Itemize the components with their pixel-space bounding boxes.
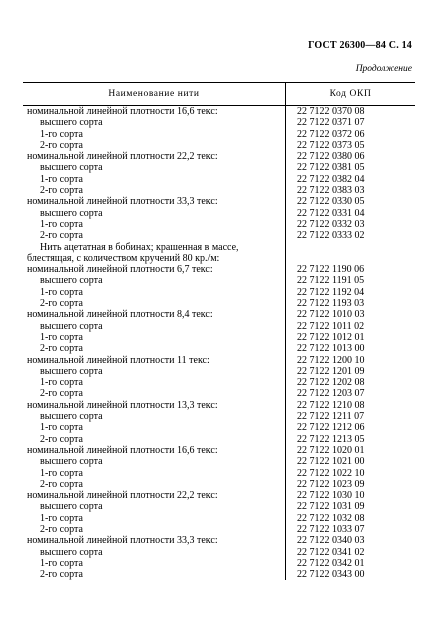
continued-label: Продолжение: [355, 64, 412, 74]
thread-name-cell: номинальной линейной плотности 33,3 текс:: [27, 535, 218, 547]
okp-code-cell: 22 7122 0370 08: [297, 106, 365, 117]
table-row: [23, 366, 415, 377]
table-row: [23, 422, 415, 433]
table-row: [23, 434, 415, 445]
table-row: [23, 535, 415, 546]
okp-code-cell: 22 7122 1031 09: [297, 501, 365, 513]
table-row: [23, 174, 415, 185]
okp-code-cell: 22 7122 1033 07: [297, 523, 365, 535]
okp-code-cell: 22 7122 1020 01: [297, 444, 365, 456]
okp-code-cell: 22 7122 0341 02: [297, 546, 365, 558]
okp-code-cell: 22 7122 1032 08: [297, 512, 365, 524]
thread-name-cell: 2-го сорта: [40, 523, 83, 535]
table-row: [23, 411, 415, 422]
okp-code-cell: 22 7122 0331 04: [297, 207, 365, 219]
thread-name-cell: номинальной линейной плотности 22,2 текс:: [27, 151, 218, 163]
okp-code-cell: 22 7122 0332 03: [297, 218, 365, 230]
okp-code-cell: 22 7122 1201 09: [297, 365, 365, 377]
table-row: [23, 513, 415, 524]
okp-code-cell: 22 7122 0381 05: [297, 162, 365, 174]
table-row: [23, 558, 415, 569]
table-row: [23, 253, 415, 264]
okp-code-cell: 22 7122 1192 04: [297, 286, 365, 298]
okp-code-cell: 22 7122 1012 01: [297, 331, 365, 343]
thread-name-cell: номинальной линейной плотности 6,7 текс:: [27, 264, 213, 276]
table-row: [23, 287, 415, 298]
okp-code-cell: [285, 242, 415, 253]
okp-code-cell: 22 7122 0342 01: [297, 557, 365, 569]
thread-name-cell: 1-го сорта: [40, 331, 83, 343]
okp-code-cell: 22 7122 1210 08: [297, 399, 365, 411]
page-header: ГОСТ 26300—84 С. 14: [308, 40, 412, 51]
table-row: [23, 400, 415, 411]
okp-table: [23, 82, 415, 580]
table-row: [23, 162, 415, 173]
table-row: [23, 230, 415, 241]
thread-name-cell: высшего сорта: [40, 411, 103, 423]
okp-code-cell: 22 7122 1030 10: [297, 490, 365, 502]
thread-name-cell: 1-го сорта: [40, 128, 83, 140]
thread-name-cell: 2-го сорта: [40, 298, 83, 310]
okp-code-cell: 22 7122 1200 10: [297, 354, 365, 366]
okp-code-cell: 22 7122 1193 03: [297, 298, 365, 310]
table-row: [23, 309, 415, 320]
thread-name-cell: высшего сорта: [40, 501, 103, 513]
okp-code-cell: 22 7122 1211 07: [297, 411, 365, 423]
okp-code-cell: 22 7122 1022 10: [297, 467, 365, 479]
thread-name-cell: номинальной линейной плотности 8,4 текс:: [27, 309, 213, 321]
table-row: [23, 355, 415, 366]
table-row: [23, 140, 415, 151]
okp-code-cell: 22 7122 1203 07: [297, 388, 365, 400]
thread-name-cell: высшего сорта: [40, 207, 103, 219]
table-row: [23, 151, 415, 162]
okp-code-cell: 22 7122 1013 00: [297, 343, 365, 355]
thread-name-cell: высшего сорта: [40, 117, 103, 129]
table-row: [23, 264, 415, 275]
column-header-name: Наименование нити: [23, 83, 286, 105]
table-row: [23, 332, 415, 343]
thread-name-cell: 1-го сорта: [40, 286, 83, 298]
table-row: [23, 468, 415, 479]
table-row: [23, 321, 415, 332]
thread-name-cell: 2-го сорта: [40, 343, 83, 355]
table-row: [23, 501, 415, 512]
table-row: [23, 275, 415, 286]
table-row: [23, 490, 415, 501]
okp-code-cell: 22 7122 0383 03: [297, 185, 365, 197]
table-row: [23, 479, 415, 490]
table-row: [23, 208, 415, 219]
thread-name-cell: номинальной линейной плотности 11 текс:: [27, 354, 210, 366]
okp-code-cell: 22 7122 1011 02: [297, 320, 365, 332]
column-divider: [285, 106, 286, 580]
okp-code-cell: 22 7122 0371 07: [297, 117, 365, 129]
okp-code-cell: 22 7122 1190 06: [297, 264, 365, 276]
okp-code-cell: 22 7122 0373 05: [297, 139, 365, 151]
table-row: [23, 219, 415, 230]
thread-name-cell: номинальной линейной плотности 13,3 текс:: [27, 399, 218, 411]
table-row: [23, 569, 415, 580]
thread-name-cell: 2-го сорта: [40, 185, 83, 197]
thread-name-cell: 1-го сорта: [40, 557, 83, 569]
okp-code-cell: 22 7122 0380 06: [297, 151, 365, 163]
okp-code-cell: 22 7122 1010 03: [297, 309, 365, 321]
thread-name-cell: номинальной линейной плотности 22,2 текс:: [27, 490, 218, 502]
okp-code-cell: 22 7122 0372 06: [297, 128, 365, 140]
table-row: [23, 388, 415, 399]
table-row: [23, 547, 415, 558]
thread-name-cell: 2-го сорта: [40, 139, 83, 151]
table-row: [23, 196, 415, 207]
thread-name-cell: 1-го сорта: [40, 512, 83, 524]
table-row: [23, 242, 415, 253]
table-row: [23, 456, 415, 467]
thread-name-cell: 2-го сорта: [40, 230, 83, 242]
thread-name-cell: 2-го сорта: [40, 433, 83, 445]
okp-code-cell: 22 7122 1202 08: [297, 377, 365, 389]
thread-name-cell: блестящая, с количеством кручений 80 кр./м:: [27, 252, 220, 264]
thread-name-cell: 1-го сорта: [40, 173, 83, 185]
column-header-code: Код ОКП: [329, 89, 372, 99]
table-row: [23, 298, 415, 309]
okp-code-cell: 22 7122 1023 09: [297, 478, 365, 490]
thread-name-cell: высшего сорта: [40, 275, 103, 287]
thread-name-cell: 2-го сорта: [40, 388, 83, 400]
okp-code-cell: 22 7122 0382 04: [297, 173, 365, 185]
table-row: [23, 117, 415, 128]
table-row: [23, 343, 415, 354]
thread-name-cell: 1-го сорта: [40, 377, 83, 389]
thread-name-cell: 2-го сорта: [40, 569, 83, 581]
table-row: [23, 445, 415, 456]
okp-code-cell: 22 7122 1021 00: [297, 456, 365, 468]
thread-name-cell: номинальной линейной плотности 33,3 текс:: [27, 196, 218, 208]
table-row: [23, 129, 415, 140]
table-row: [23, 524, 415, 535]
okp-code-cell: 22 7122 0340 03: [297, 535, 365, 547]
table-row: [23, 185, 415, 196]
table-header: [23, 82, 415, 106]
thread-name-cell: номинальной линейной плотности 16,6 текс:: [27, 444, 218, 456]
okp-code-cell: 22 7122 1213 05: [297, 433, 365, 445]
thread-name-cell: высшего сорта: [40, 320, 103, 332]
thread-name-cell: 2-го сорта: [40, 478, 83, 490]
thread-name-cell: высшего сорта: [40, 365, 103, 377]
table-body: [23, 106, 415, 580]
table-row: [23, 106, 415, 117]
okp-code-cell: 22 7122 0330 05: [297, 196, 365, 208]
okp-code-cell: [285, 253, 415, 264]
okp-code-cell: 22 7122 0343 00: [297, 569, 365, 581]
thread-name-cell: высшего сорта: [40, 456, 103, 468]
table-row: [23, 377, 415, 388]
okp-code-cell: 22 7122 0333 02: [297, 230, 365, 242]
thread-name-cell: 1-го сорта: [40, 422, 83, 434]
thread-name-cell: 1-го сорта: [40, 467, 83, 479]
thread-name-cell: 1-го сорта: [40, 218, 83, 230]
thread-name-cell: высшего сорта: [40, 546, 103, 558]
okp-code-cell: 22 7122 1212 06: [297, 422, 365, 434]
thread-name-cell: высшего сорта: [40, 162, 103, 174]
okp-code-cell: 22 7122 1191 05: [297, 275, 365, 287]
thread-name-cell: номинальной линейной плотности 16,6 текс:: [27, 106, 218, 117]
thread-name-cell: Нить ацетатная в бобинах; крашенная в массе,: [40, 241, 239, 253]
